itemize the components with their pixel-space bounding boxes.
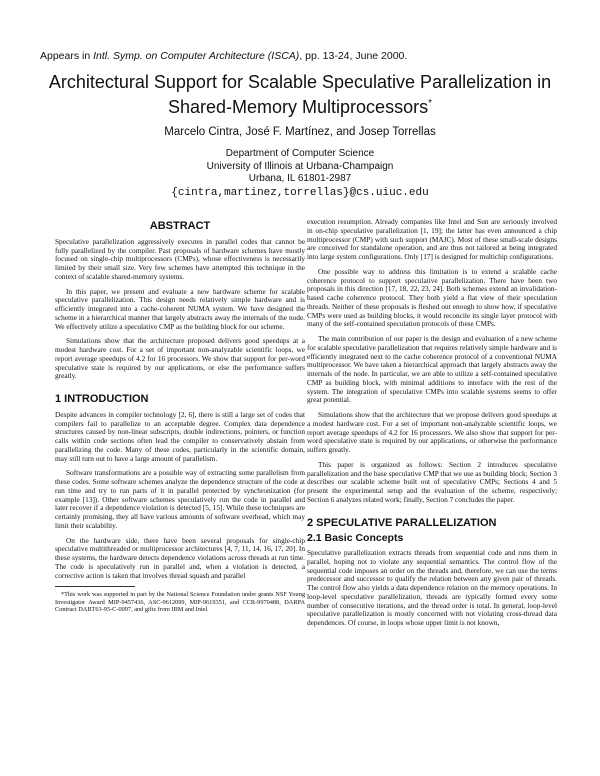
body-paragraph: This paper is organized as follows: Section 2 introduces speculative parallelization and the base speculative CMP that we use as building block; Section 3 describes our scalable scheme built out of speculative CMPs; Sections 4 and 5 present the experimental setup and the evaluation of the scheme, respectively; Section 6 analyzes related work; finally, Section 7 concludes the paper. xyxy=(307,459,557,504)
title-footnote-marker: * xyxy=(428,98,432,109)
intro-paragraph: Software transformations are a possible way of extracting some parallelism from these codes. Some software schemes analyze the dependence structure of the code at run time and try to run parts of it in parallel protected by synchronization (for example [13]). Other software schemes speculatively run the code in parallel and later recover if a dependence violation is detected [5, 15]. While these techniques are certainly promising, they all have various amounts of software overhead, which may limit their scalability. xyxy=(55,468,305,530)
affiliation-dept: Department of Computer Science xyxy=(225,148,375,159)
venue-name: Intl. Symp. on Computer Architecture (ISCA) xyxy=(93,50,300,62)
section-2-heading: 2 SPECULATIVE PARALLELIZATION xyxy=(307,516,497,529)
abstract-paragraph: In this paper, we present and evaluate a new hardware scheme for scalable speculative parallelization. This design needs relatively simple hardware and is efficiently integrated into a cache-coherent NUMA system. We have designed the scheme in a hierarchical manner that largely abstracts away the internals of the node. We effectively utilize a speculative CMP as the building block for our scheme. xyxy=(55,286,305,331)
author-list: Marcelo Cintra, José F. Martínez, and Josep Torrellas xyxy=(164,126,436,138)
left-column xyxy=(55,222,305,614)
section-1-heading: 1 INTRODUCTION xyxy=(55,393,149,405)
intro-paragraph: On the hardware side, there have been several proposals for single-chip speculative multithreaded or multiprocessor architectures [4, 7, 11, 14, 16, 17, 20]. In these systems, the hardware detects dependence violations across threads at run time. The code is speculatively run in parallel and, when a violation is detected, a corrective action is taken that involves thread squash and parallel xyxy=(55,535,305,580)
subsection-2-1-heading: 2.1 Basic Concepts xyxy=(307,532,404,545)
body-paragraph: The main contribution of our paper is the design and evaluation of a new scheme for scalable speculative parallelization that requires relatively simple hardware and is efficiently integrated next to the cache coherence protocol of a conventional NUMA multiprocessor. We have taken a hierarchical approach that largely abstracts away the internals of the node. In particular, we are able to utilize a self-contained speculative CMP as building block, with minimal additions to interface with the rest of the system. The integration of speculative CMPs into scalable systems seems to offer great potential. xyxy=(307,334,557,405)
title-line-1: Architectural Support for Scalable Speculative Parallelization in xyxy=(48,72,552,92)
venue-header: Appears in Intl. Symp. on Computer Architecture (ISCA), pp. 13-24, June 2000. xyxy=(40,50,408,62)
footnote-rule xyxy=(55,586,135,587)
footnote: *This work was supported in part by the National Science Foundation under grants NSF Young Investigator Award MIP-9457436, ASC-9612099, MIP-9619351, and CCR-9970488, DARPA Contract DABT63-95-C-0097, and gifts from IBM and Intel. xyxy=(55,591,305,614)
abstract-paragraph: Simulations show that the architecture proposed delivers good speedups at a modest hardware cost. For a set of important non-analyzable scientific loops, we report average speedups of 4.2 for 16 processors. We show that support for per-word speculative state is required by our applications, or else the performance suffers greatly. xyxy=(55,336,305,381)
affiliation xyxy=(40,148,560,186)
abstract-heading: ABSTRACT xyxy=(149,220,211,232)
affiliation-city: Urbana, IL 61801-2987 xyxy=(248,173,352,184)
abstract-paragraph: Speculative parallelization aggressively executes in parallel codes that cannot be fully parallelized by the compiler. Past proposals of hardware schemes have mostly focused on single-chip multiprocessors (CMPs), whose effectiveness is necessarily limited by their small size. Very few schemes have attempted this technique in the context of scalable shared-memory systems. xyxy=(55,236,305,281)
body-paragraph: One possible way to address this limitation is to extend a scalable cache coherence protocol to support speculative parallelization. There have been two proposals in this direction [17, 18, 22, 23, 24]. Both schemes extend an invalidation-based cache coherence protocol. They both yield a flat view of their speculation threads. Neither of these proposals is fleshed out enough to show how, if speculative CMPs were used as building blocks, it would reconcile its single layer protocol with many of the self-contained speculation protocols of these CMPs. xyxy=(307,266,557,329)
intro-paragraph: Despite advances in compiler technology [2, 6], there is still a large set of codes that compilers fail to parallelize to an acceptable degree. Complex data dependence structures caused by non-linear subscripts, double indirections, pointers, or function calls within code sections often lead the compiler to conservatively abstain from parallelizing the code. Many of these codes, particularly in the scientific domain, may still turn out to have a large amount of parallelism. xyxy=(55,409,305,463)
body-paragraph: execution resumption. Already companies like Intel and Sun are seriously involved in on-chip speculative parallelization [1, 19]; the latter has even announced a chip multiprocessor (CMP) with such support (MAJC). Most of these small-scale designs are conceived for standalone operation, and are thus not tailored at being integrated into large system configurations. Only [17] is designed for multichip configurations. xyxy=(307,217,557,261)
paper-title xyxy=(40,72,560,118)
author-emails: {cintra,martinez,torrellas}@cs.uiuc.edu xyxy=(171,187,429,199)
body-paragraph: Speculative parallelization extracts threads from sequential code and runs them in parallel, hoping not to violate any sequential semantics. The control flow of the sequential code imposes an order on the threads and, therefore, we can use the terms predecessor and successor to qualify the relation between any given pair of threads. The control flow also yields a data dependence relation on the memory operations. In loop-level speculative parallelization, threads are typically formed every some number of consecutive iterations, and the thread order is total. In general, loop-level speculative parallelization is mostly concerned with not violating cross-thread data dependences. Of course, in loops whose upper limit is not known, xyxy=(307,548,557,627)
body-paragraph: Simulations show that the architecture that we propose delivers good speedups at a modest hardware cost. For a set of important non-analyzable scientific loops, we report average speedups of 4.2 for 16 processors. We also show that support for per-word speculative state is required by our applications, or otherwise the performance suffers greatly. xyxy=(307,410,557,454)
right-column xyxy=(307,218,557,634)
title-line-2: Shared-Memory Multiprocessors* xyxy=(168,97,432,117)
affiliation-university: University of Illinois at Urbana-Champaign xyxy=(206,160,394,172)
